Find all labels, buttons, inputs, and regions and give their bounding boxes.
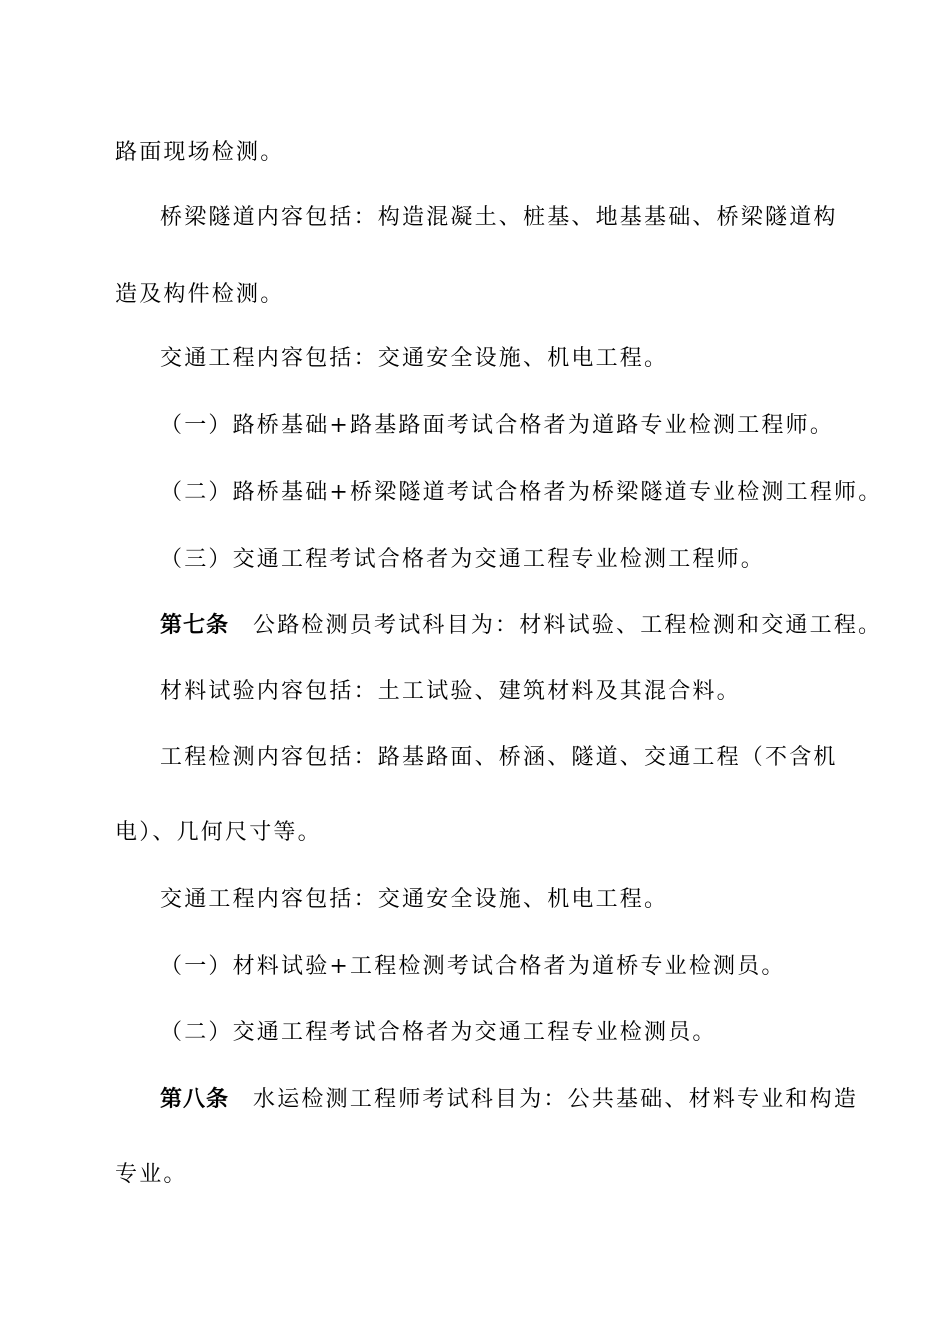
paragraph-line: 专业。 [115,1162,188,1187]
paragraph-line: （一）材料试验+工程检测考试合格者为道桥专业检测员。 [160,954,786,979]
paragraph-line: 交通工程内容包括：交通安全设施、机电工程。 [160,887,669,912]
paragraph-line: 工程检测内容包括：路基路面、桥涵、隧道、交通工程（不含机 [160,745,838,770]
paragraph-line: （一）路桥基础+路基路面考试合格者为道路专业检测工程师。 [160,413,835,438]
article-seven-line [160,610,882,641]
paragraph-line: 路面现场检测。 [115,140,285,165]
article-text: 公路检测员考试科目为：材料试验、工程检测和交通工程。 [253,613,883,638]
article-heading: 第七条 [160,612,230,638]
paragraph-line: 材料试验内容包括：土工试验、建筑材料及其混合料。 [160,679,741,704]
paragraph-line: （三）交通工程考试合格者为交通工程专业检测工程师。 [160,547,766,572]
article-eight-line [160,1084,858,1115]
paragraph-line: （二）路桥基础+桥梁隧道考试合格者为桥梁隧道专业检测工程师。 [160,480,883,505]
paragraph-line: 电）、几何尺寸等。 [115,820,322,845]
article-heading: 第八条 [160,1086,230,1112]
paragraph-line: 交通工程内容包括：交通安全设施、机电工程。 [160,346,669,371]
paragraph-line: 造及构件检测。 [115,282,285,307]
paragraph-line: （二）交通工程考试合格者为交通工程专业检测员。 [160,1020,717,1045]
article-text: 水运检测工程师考试科目为：公共基础、材料专业和构造 [253,1087,859,1112]
paragraph-line: 桥梁隧道内容包括：构造混凝土、桩基、地基基础、桥梁隧道构 [160,205,838,230]
